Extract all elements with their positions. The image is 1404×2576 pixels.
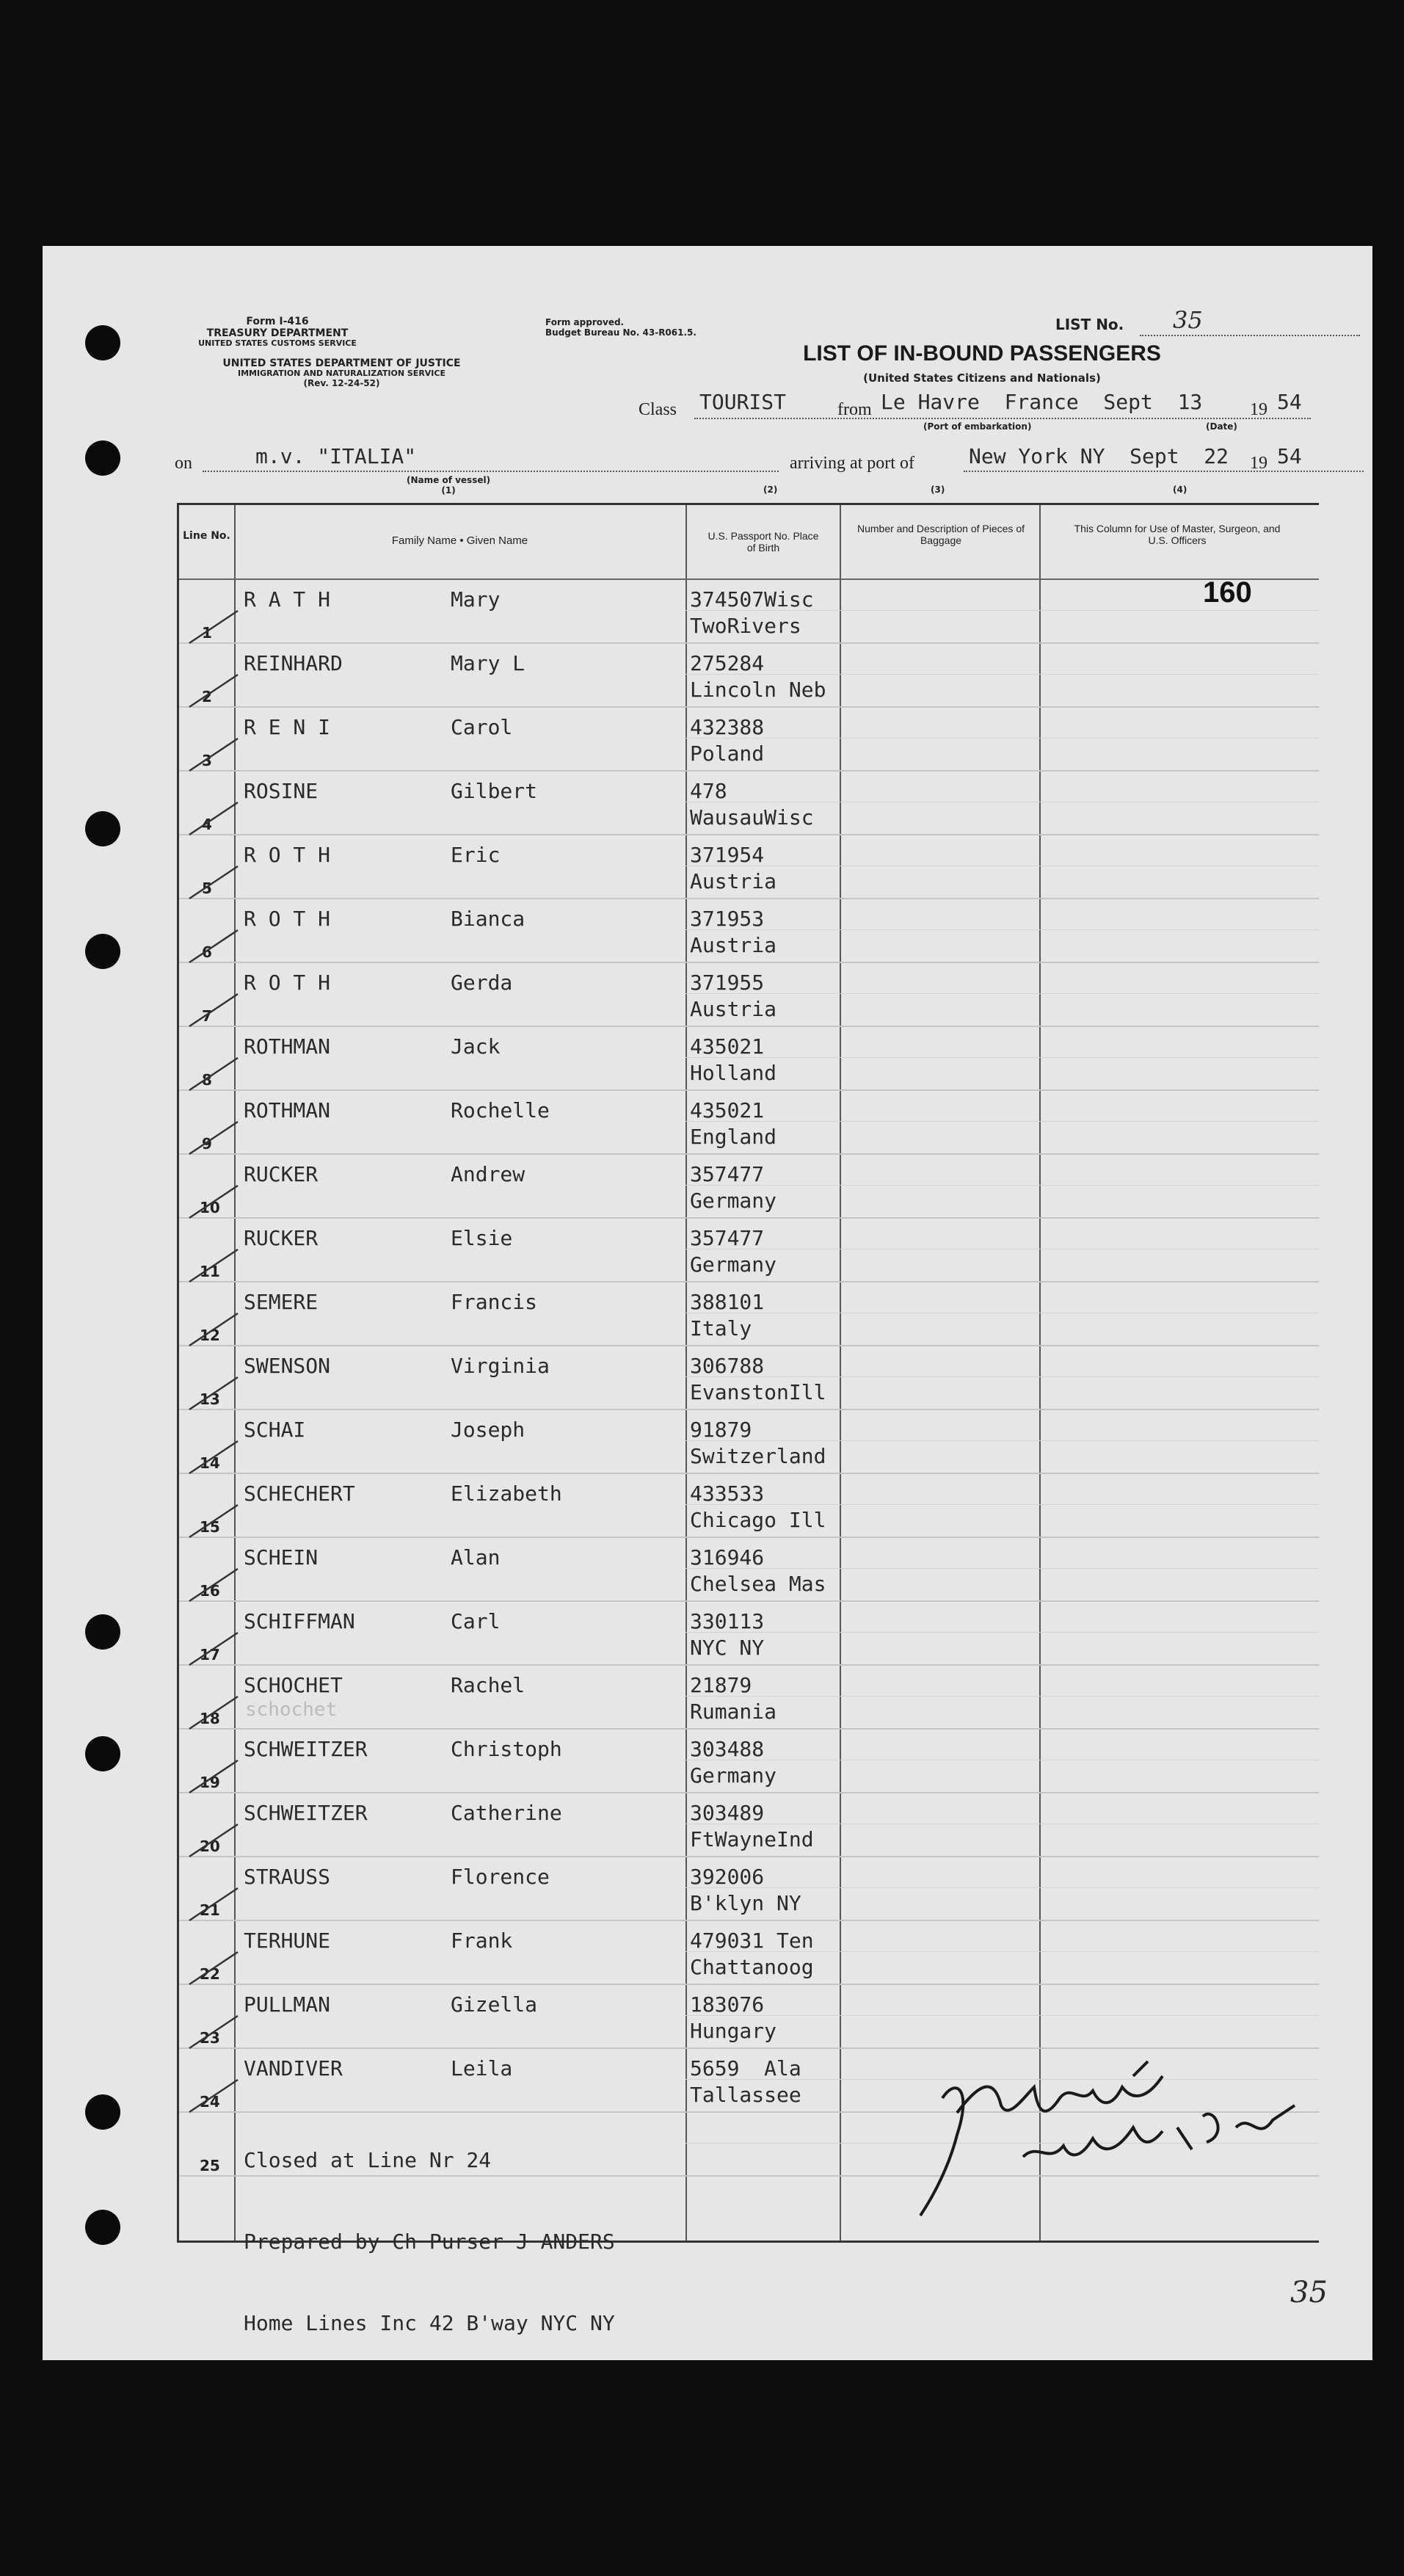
place-of-birth: Germany xyxy=(690,1763,777,1788)
table-row xyxy=(179,642,1319,706)
table-row xyxy=(179,1409,1319,1473)
table-row xyxy=(179,1600,1319,1664)
from-year-prefix: 19 xyxy=(1250,400,1267,419)
binder-hole xyxy=(85,811,120,846)
faint-erased-text: schochet xyxy=(245,1699,338,1721)
place-of-birth: England xyxy=(690,1125,777,1149)
table-row xyxy=(179,1026,1319,1089)
passport-number: 91879 xyxy=(690,1418,752,1442)
arriving-label: arriving at port of xyxy=(790,454,914,473)
family-name: SCHOCHET xyxy=(244,1673,343,1697)
table-row xyxy=(179,1856,1319,1920)
check-mark-icon xyxy=(188,991,239,1028)
check-mark-icon xyxy=(188,1247,239,1283)
passport-number: 303489 xyxy=(690,1801,765,1825)
line-number: 23 xyxy=(200,2029,220,2047)
passport-number: 374507Wisc xyxy=(690,587,814,612)
family-name: R E N I xyxy=(244,715,331,739)
place-of-birth: Chicago Ill xyxy=(690,1508,826,1532)
check-mark-icon xyxy=(188,2077,239,2114)
table-row xyxy=(179,706,1319,770)
passport-number: 5659 Ala xyxy=(690,2056,801,2080)
place-of-birth: Chattanoog xyxy=(690,1955,814,1979)
treasury-dept: TREASURY DEPARTMENT xyxy=(206,327,349,340)
place-of-birth: Austria xyxy=(690,933,777,957)
line-number: 10 xyxy=(200,1199,220,1216)
passport-number: 388101 xyxy=(690,1290,765,1314)
family-name: SCHEIN xyxy=(244,1545,319,1570)
justice-block xyxy=(175,358,509,389)
vessel-name: m.v. "ITALIA" xyxy=(255,444,417,468)
place-of-birth: EvanstonIll xyxy=(690,1380,826,1404)
given-name: Rachel xyxy=(451,1673,525,1697)
family-name: R O T H xyxy=(244,907,331,931)
family-name: SWENSON xyxy=(244,1354,331,1378)
family-name: PULLMAN xyxy=(244,1992,331,2017)
check-mark-icon xyxy=(188,1183,239,1219)
place-of-birth: Tallassee xyxy=(690,2083,801,2107)
table-row xyxy=(179,1728,1319,1792)
form-approved: Form approved. xyxy=(545,317,625,327)
family-name: RUCKER xyxy=(244,1162,319,1186)
from-year: 54 xyxy=(1277,390,1302,414)
arrive-year-prefix: 19 xyxy=(1250,454,1267,473)
table-header xyxy=(179,505,1319,580)
count-stamp: 160 xyxy=(1203,576,1252,609)
table-row xyxy=(179,1664,1319,1728)
table-row xyxy=(179,1281,1319,1345)
passenger-table xyxy=(177,503,1319,2335)
vessel-caption-num: (1) xyxy=(441,485,456,496)
binder-hole xyxy=(85,1614,120,1650)
given-name: Virginia xyxy=(451,1354,550,1378)
line-number: 20 xyxy=(200,1837,220,1855)
check-mark-icon xyxy=(188,927,239,964)
table-row xyxy=(179,1089,1319,1153)
vessel-caption xyxy=(407,476,490,496)
family-name: REINHARD xyxy=(244,651,343,675)
officer-signature xyxy=(913,2047,1302,2223)
line-number: 18 xyxy=(200,1710,220,1727)
line-number: 8 xyxy=(202,1071,212,1089)
class-label: Class xyxy=(639,400,677,419)
given-name: Leila xyxy=(451,2056,513,2080)
line-number: 5 xyxy=(202,879,212,897)
passport-number: 316946 xyxy=(690,1545,765,1570)
line-number: 16 xyxy=(200,1582,220,1600)
passport-number: 392006 xyxy=(690,1865,765,1889)
line-number: 3 xyxy=(202,752,212,769)
given-name: Gizella xyxy=(451,1992,538,2017)
budget-bureau: Budget Bureau No. 43-R061.5. xyxy=(545,327,696,338)
date-caption: (Date) xyxy=(1206,421,1237,432)
col-officers: This Column for Use of Master, Surgeon, and U.S. Officers xyxy=(1074,523,1281,547)
check-mark-icon xyxy=(188,1438,239,1475)
col-passport: U.S. Passport No. Place of Birth xyxy=(708,530,819,554)
passport-number: 303488 xyxy=(690,1737,765,1761)
caption-3: (3) xyxy=(931,485,945,495)
passport-number: 275284 xyxy=(690,651,765,675)
family-name: R A T H xyxy=(244,587,331,612)
place-of-birth: WausauWisc xyxy=(690,805,814,830)
given-name: Mary xyxy=(451,587,501,612)
line-number: 7 xyxy=(202,1007,212,1025)
list-no-line xyxy=(1140,335,1360,336)
family-name: TERHUNE xyxy=(244,1929,331,1953)
family-name: SEMERE xyxy=(244,1290,319,1314)
line-number: 2 xyxy=(202,688,212,705)
family-name: SCHAI xyxy=(244,1418,306,1442)
given-name: Francis xyxy=(451,1290,538,1314)
binder-hole xyxy=(85,934,120,969)
passenger-rows xyxy=(179,578,1319,2241)
table-row xyxy=(179,1984,1319,2047)
line-number: 17 xyxy=(200,1646,220,1663)
closing-notes xyxy=(244,2092,615,2391)
table-row xyxy=(179,770,1319,834)
ins-service: IMMIGRATION AND NATURALIZATION SERVICE xyxy=(237,369,445,379)
list-no-value: 35 xyxy=(1173,306,1203,334)
place-of-birth: Germany xyxy=(690,1252,777,1277)
line-number: 22 xyxy=(200,1965,220,1983)
family-name: VANDIVER xyxy=(244,2056,343,2080)
page-number: 35 xyxy=(1290,2276,1328,2310)
given-name: Christoph xyxy=(451,1737,562,1761)
given-name: Mary L xyxy=(451,651,525,675)
line-number: 25 xyxy=(200,2157,220,2174)
given-name: Joseph xyxy=(451,1418,525,1442)
line-number: 11 xyxy=(200,1263,220,1280)
check-mark-icon xyxy=(188,863,239,900)
family-name: STRAUSS xyxy=(244,1865,331,1889)
family-name: R O T H xyxy=(244,970,331,995)
table-row xyxy=(179,578,1319,642)
check-mark-icon xyxy=(188,1630,239,1666)
passport-number: 371953 xyxy=(690,907,765,931)
passport-number: 357477 xyxy=(690,1226,765,1250)
line-number: 6 xyxy=(202,943,212,961)
vessel-line xyxy=(203,471,779,472)
family-name: R O T H xyxy=(244,843,331,867)
table-row xyxy=(179,1345,1319,1409)
table-row xyxy=(179,1217,1319,1281)
form-title: LIST OF IN-BOUND PASSENGERS xyxy=(803,341,1161,366)
check-mark-icon xyxy=(188,1374,239,1411)
col-baggage: Number and Description of Pieces of Baggage xyxy=(857,523,1025,547)
given-name: Catherine xyxy=(451,1801,562,1825)
check-mark-icon xyxy=(188,608,239,645)
approval-block xyxy=(545,318,751,338)
check-mark-icon xyxy=(188,1119,239,1155)
passport-number: 306788 xyxy=(690,1354,765,1378)
passport-number: 21879 xyxy=(690,1673,752,1697)
given-name: Carol xyxy=(451,715,513,739)
passport-number: 479031 Ten xyxy=(690,1929,814,1953)
closed-at-line: Closed at Line Nr 24 xyxy=(244,2148,492,2172)
check-mark-icon xyxy=(188,1885,239,1922)
passport-number: 371954 xyxy=(690,843,765,867)
vessel-caption-text: (Name of vessel) xyxy=(407,475,491,485)
customs-service: UNITED STATES CUSTOMS SERVICE xyxy=(198,338,357,349)
table-row xyxy=(179,1153,1319,1217)
passport-number: 330113 xyxy=(690,1609,765,1633)
caption-2: (2) xyxy=(763,485,778,495)
passport-number: 433533 xyxy=(690,1481,765,1506)
line-number: 21 xyxy=(200,1901,220,1919)
family-name: ROTHMAN xyxy=(244,1034,331,1059)
passport-number: 183076 xyxy=(690,1992,765,2017)
place-of-birth: Rumania xyxy=(690,1699,777,1724)
shipping-line: Home Lines Inc 42 B'way NYC NY xyxy=(244,2311,615,2335)
check-mark-icon xyxy=(188,1566,239,1603)
family-name: SCHWEITZER xyxy=(244,1801,368,1825)
class-value: TOURIST xyxy=(699,390,787,414)
family-name: SCHIFFMAN xyxy=(244,1609,355,1633)
passport-number: 435021 xyxy=(690,1034,765,1059)
line-number: 14 xyxy=(200,1454,220,1472)
form-subtitle: (United States Citizens and Nationals) xyxy=(863,371,1101,385)
table-row xyxy=(179,962,1319,1026)
binder-hole xyxy=(85,325,120,360)
line-number: 24 xyxy=(200,2093,220,2111)
given-name: Elizabeth xyxy=(451,1481,562,1506)
check-mark-icon xyxy=(188,1949,239,1986)
place-of-birth: Germany xyxy=(690,1189,777,1213)
given-name: Alan xyxy=(451,1545,501,1570)
passport-number: 478 xyxy=(690,779,727,803)
line-number: 13 xyxy=(200,1390,220,1408)
given-name: Bianca xyxy=(451,907,525,931)
line-number: 15 xyxy=(200,1518,220,1536)
passport-number: 357477 xyxy=(690,1162,765,1186)
revision: (Rev. 12-24-52) xyxy=(303,377,380,388)
place-of-birth: Chelsea Mas xyxy=(690,1572,826,1596)
form-id-block xyxy=(167,316,388,349)
arrival-line xyxy=(964,471,1364,472)
place-of-birth: TwoRivers xyxy=(690,614,801,638)
family-name: ROTHMAN xyxy=(244,1098,331,1122)
prepared-by: Prepared by Ch Purser J ANDERS xyxy=(244,2229,615,2254)
given-name: Carl xyxy=(451,1609,501,1633)
table-row xyxy=(179,898,1319,962)
caption-4: (4) xyxy=(1173,485,1187,495)
check-mark-icon xyxy=(188,2013,239,2050)
on-label: on xyxy=(175,454,192,473)
place-of-birth: Poland xyxy=(690,741,765,766)
given-name: Andrew xyxy=(451,1162,525,1186)
check-mark-icon xyxy=(188,799,239,836)
arrive-year: 54 xyxy=(1277,444,1302,468)
check-mark-icon xyxy=(188,1310,239,1347)
binder-hole xyxy=(85,1736,120,1771)
family-name: RUCKER xyxy=(244,1226,319,1250)
place-of-birth: Holland xyxy=(690,1061,777,1085)
form-number: Form I-416 xyxy=(246,316,309,327)
place-of-birth: B'klyn NY xyxy=(690,1891,801,1915)
list-no-label: LIST No. xyxy=(1055,316,1124,333)
place-of-birth: Switzerland xyxy=(690,1444,826,1468)
table-row xyxy=(179,1920,1319,1984)
arrival-value: New York NY Sept 22 xyxy=(969,444,1229,468)
line-number: 1 xyxy=(202,624,212,642)
binder-hole xyxy=(85,440,120,476)
place-of-birth: Austria xyxy=(690,869,777,893)
place-of-birth: Lincoln Neb xyxy=(690,678,826,702)
given-name: Jack xyxy=(451,1034,501,1059)
given-name: Gerda xyxy=(451,970,513,995)
from-label: from xyxy=(837,400,872,419)
line-number: 12 xyxy=(200,1327,220,1344)
check-mark-icon xyxy=(188,1502,239,1539)
table-row xyxy=(179,834,1319,898)
place-of-birth: Italy xyxy=(690,1316,752,1340)
check-mark-icon xyxy=(188,736,239,772)
check-mark-icon xyxy=(188,1757,239,1794)
place-of-birth: Austria xyxy=(690,997,777,1021)
given-name: Rochelle xyxy=(451,1098,550,1122)
binder-hole xyxy=(85,2210,120,2245)
table-row xyxy=(179,1792,1319,1856)
manifest-page xyxy=(43,246,1372,2360)
given-name: Gilbert xyxy=(451,779,538,803)
col-line-no: Line No. xyxy=(183,530,230,542)
family-name: ROSINE xyxy=(244,779,319,803)
table-row xyxy=(179,1473,1319,1536)
binder-hole xyxy=(85,2094,120,2130)
line-number: 9 xyxy=(202,1135,212,1153)
check-mark-icon xyxy=(188,1694,239,1730)
place-of-birth: Hungary xyxy=(690,2019,777,2043)
family-name: SCHWEITZER xyxy=(244,1737,368,1761)
given-name: Elsie xyxy=(451,1226,513,1250)
given-name: Eric xyxy=(451,843,501,867)
given-name: Florence xyxy=(451,1865,550,1889)
line-number: 19 xyxy=(200,1774,220,1791)
from-line xyxy=(694,418,1311,419)
passport-number: 371955 xyxy=(690,970,765,995)
given-name: Frank xyxy=(451,1929,513,1953)
family-name: SCHECHERT xyxy=(244,1481,355,1506)
passport-number: 435021 xyxy=(690,1098,765,1122)
check-mark-icon xyxy=(188,1055,239,1092)
justice-dept: UNITED STATES DEPARTMENT OF JUSTICE xyxy=(222,358,461,369)
check-mark-icon xyxy=(188,1821,239,1858)
passport-number: 432388 xyxy=(690,715,765,739)
table-row xyxy=(179,1536,1319,1600)
place-of-birth: FtWayneInd xyxy=(690,1827,814,1851)
place-of-birth: NYC NY xyxy=(690,1636,765,1660)
line-number: 4 xyxy=(202,816,212,833)
check-mark-icon xyxy=(188,672,239,708)
col-name: Family Name • Given Name xyxy=(391,534,528,547)
from-value: Le Havre France Sept 13 xyxy=(881,390,1203,414)
port-embark-caption: (Port of embarkation) xyxy=(923,421,1032,432)
